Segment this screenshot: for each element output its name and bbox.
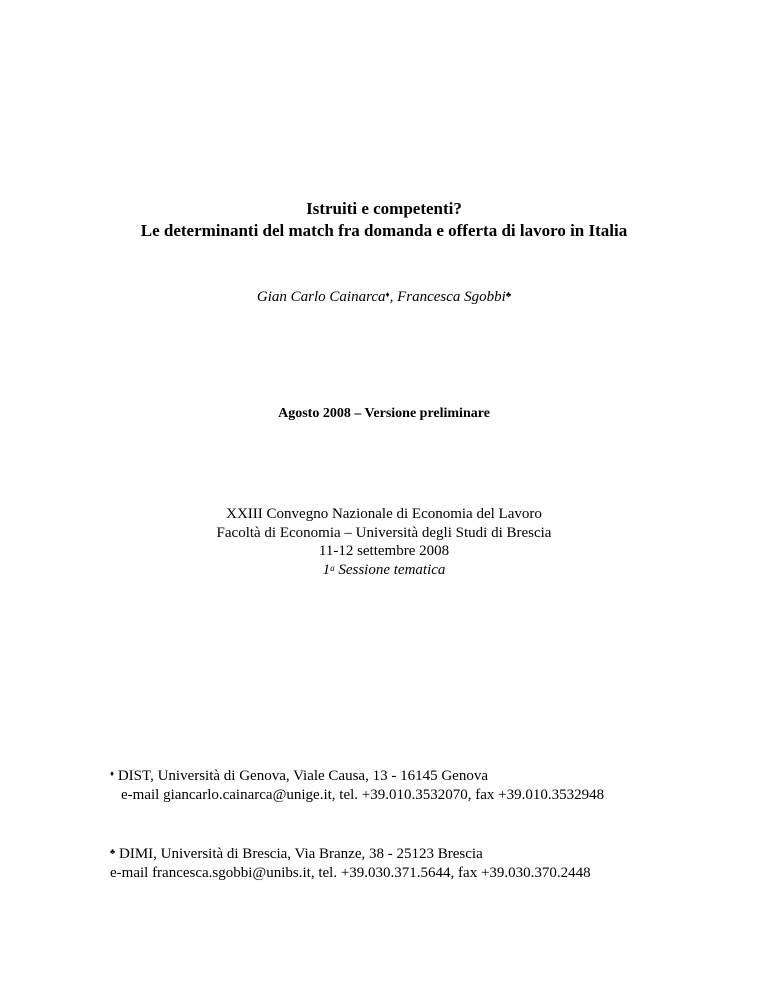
club-icon: ♣ bbox=[110, 847, 116, 856]
affiliation-1-contact: e-mail giancarlo.cainarca@unige.it, tel. +39.010.3532070, fax +39.010.3532948 bbox=[121, 786, 605, 803]
author-name-2: Francesca Sgobbi bbox=[397, 289, 506, 305]
session-number: 1 bbox=[322, 561, 331, 578]
session-ordinal: a bbox=[330, 562, 335, 573]
affiliation-1-line-1 bbox=[110, 767, 604, 786]
conference-info bbox=[0, 505, 768, 579]
affiliation-2-line-1 bbox=[110, 845, 591, 864]
author-separator: , bbox=[389, 289, 398, 305]
conference-session bbox=[0, 561, 768, 580]
diamond-icon: ♦ bbox=[385, 290, 390, 299]
title-line-1: Istruiti e competenti? bbox=[306, 199, 462, 218]
affiliation-1-address: DIST, Università di Genova, Viale Causa, 13 - 16145 Genova bbox=[117, 768, 488, 784]
session-label: Sessione tematica bbox=[334, 561, 446, 578]
affiliation-2-address: DIMI, Università di Brescia, Via Branze, 38 - 25123 Brescia bbox=[119, 846, 483, 862]
affiliation-2-contact: e-mail francesca.sgobbi@unibs.it, tel. +39.030.371.5644, fax +39.030.370.2448 bbox=[110, 864, 591, 881]
conference-venue: Facoltà di Economia – Università degli Studi di Brescia bbox=[216, 524, 552, 541]
author-list bbox=[0, 287, 768, 307]
document-date: Agosto 2008 – Versione preliminare bbox=[278, 406, 490, 421]
paper-title bbox=[0, 198, 768, 242]
conference-name: XXIII Convegno Nazionale di Economia del Lavoro bbox=[226, 506, 542, 522]
affiliation-1 bbox=[110, 767, 604, 804]
diamond-icon: ♦ bbox=[110, 769, 115, 778]
affiliation-2 bbox=[110, 845, 591, 882]
title-line-2: Le determinanti del match fra domanda e offerta di lavoro in Italia bbox=[140, 221, 628, 240]
author-name-1: Gian Carlo Cainarca bbox=[256, 289, 386, 305]
club-icon: ♣ bbox=[505, 290, 512, 299]
conference-dates: 11-12 settembre 2008 bbox=[318, 543, 450, 559]
